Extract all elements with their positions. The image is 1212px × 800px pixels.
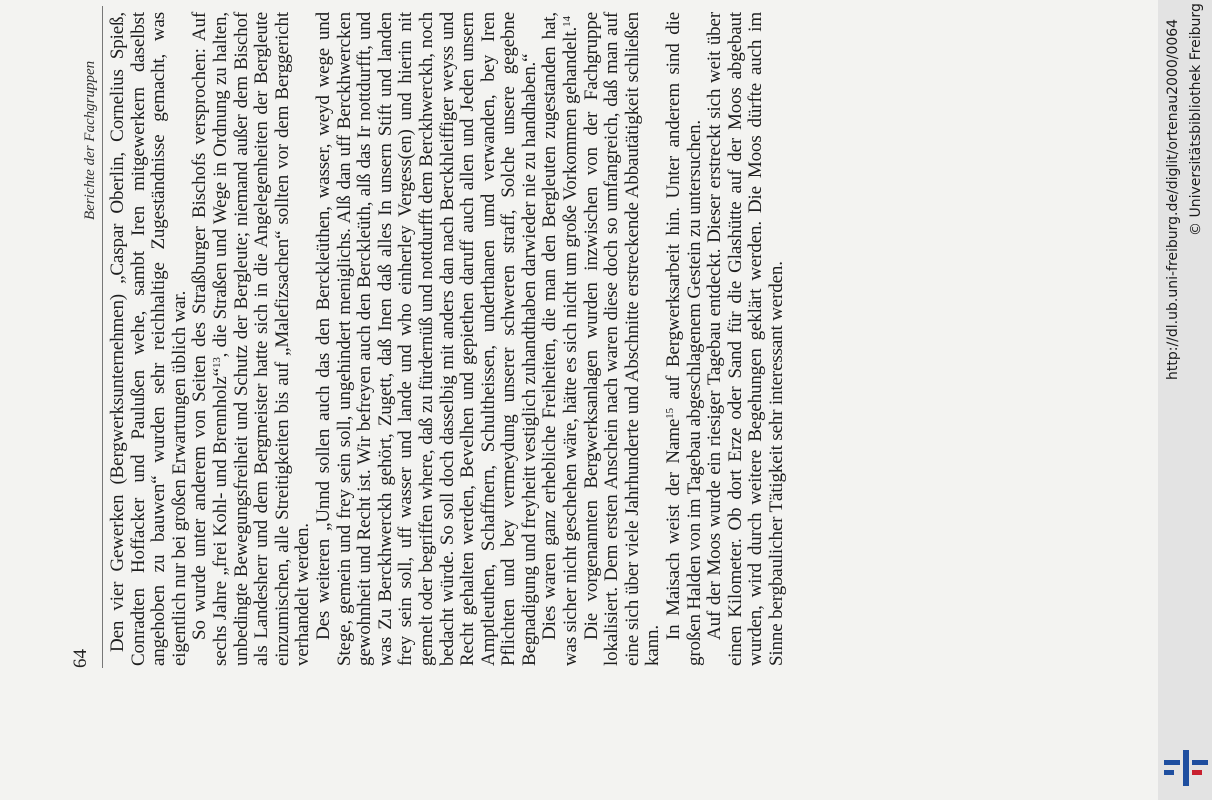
paragraph-text: , die Straßen und Wege in Ordnung zu halten, unbedingte Bewegungsfreiheit und Schutz der Bergleute; niemand außer dem Bischof als Landesherr und dem Bergmeister hatte sich in die Angelegenheiten der Bergleute einzumischen, alle Streitigkeiten bis auf „Malefizsachen“ sollten vor dem Berggericht verhandelt werden. (209, 12, 314, 666)
footnote-ref: 15 (664, 408, 677, 419)
paragraph (314, 12, 541, 666)
logo-bar (1164, 770, 1174, 775)
paragraph (190, 12, 314, 666)
logo-bar (1183, 750, 1189, 786)
body-text (108, 12, 788, 666)
logo-bar (1192, 770, 1202, 775)
footnote-ref: 13 (210, 357, 223, 369)
paragraph-text: Den vier Gewerken (Bergwerksunternehmen) „Caspar Oberlin, Cornelius Spieß, Conradten Hoffacker und Paulußen wehe, sambt Iren mitgewerkern daselbst angehoben zu bauwen“ wurden sehr reichhaltige Zugeständnisse gemacht, was eigentlich nur bei großen Erwartungen üblich war. (107, 12, 190, 666)
paragraph-text: Des weiteren „Unnd sollen auch das den Berckleüthen, wasser, weyd wege und Stege, gemein und frey sein soll, ungehindert meniglichs. Alß dan uff Berckhwercken gewohnheit und Recht ist. Wir befreyen auch den Berckleüth, alß das Ir nottdurfft, und was Zu Berckhwerckh gehört, Zugett, daß Inen daß alles In unsern Stift und landen frey sein soll, uff wasser und lande und who einherley Vergess(en) und hierin nit gemelt oder begriffen where, daß zu fürdernüß und nottdurfft dem Berckhwerckh, noch bedacht würde. So soll doch dasselbig mit anders dan nach Berckhleiffiger weyss und Recht gehalten werden, Bevelhen und gepiethen daruff auch allen und Jeden unsern Amptleuthen, Schaffnern, Schultheissen, underthanen umd verwanden, bey Iren Pflichten und bey vermeydung unserer schweren straff, Solche unsere gegebne Begnadigung und freyheitt vestiglich zuhandthaben darwieder nie zu handhaben.“ (312, 12, 540, 666)
paragraph-text: Dies waren ganz erhebliche Freiheiten, die man den Bergleuten zugestanden hat, was sicher nicht geschehen wäre, hätte es sich nicht um große Vorkommen gehandelt. (539, 12, 582, 666)
paragraph-text: Die vorgenannten Bergwerksanlagen wurden inzwischen von der Fachgruppe lokalisiert. Dem ersten Anschein nach waren diese doch so umfangreich, daß man auf eine sich über viele Jahrhunderte und Abschnitte erstreckende Abbautätigkeit schließen kann. (580, 12, 664, 666)
ub-freiburg-logo-icon (1164, 748, 1208, 788)
header-rule (102, 6, 103, 668)
paragraph (540, 12, 581, 666)
logo-bar (1164, 760, 1180, 765)
copyright-notice: © Universitätsbibliothek Freiburg (1188, 3, 1204, 236)
source-url-link[interactable]: http://dl.ub.uni-freiburg.de/diglit/ortenau2000/0064 (1165, 18, 1181, 380)
paragraph-text: In Maisach weist der Name (663, 418, 685, 640)
paragraph (582, 12, 664, 666)
paragraph (108, 12, 190, 666)
running-head: Berichte der Fachgruppen (82, 60, 98, 220)
footnote-ref: 14 (561, 16, 574, 27)
paragraph-text: So wurde unter anderem von Seiten des Straßburger Bischofs versprochen: Auf sechs Jahre „frei Kohl- und Brennholz“ (189, 12, 231, 666)
paragraph-text: Auf der Moos wurde ein riesiger Tagebau entdeckt. Dieser erstreckt sich weit über einen Kilometer. Ob dort Erze oder Sand für die Glashütte auf der Moos abgebaut wurden, wird durch weitere Begehungen geklärt werden. Die Moos dürfte auch im Sinne bergbaulicher Tätigkeit sehr interessant werden. (704, 12, 787, 666)
paragraph (705, 12, 787, 666)
page-number: 64 (70, 649, 91, 668)
logo-bar (1192, 760, 1208, 765)
paragraph-text: auf Bergwerksarbeit hin. Unter anderem sind die großen Halden von im Tagebau abgeschlagenem Gestein zu untersuchen. (663, 12, 705, 666)
paragraph (664, 12, 705, 666)
